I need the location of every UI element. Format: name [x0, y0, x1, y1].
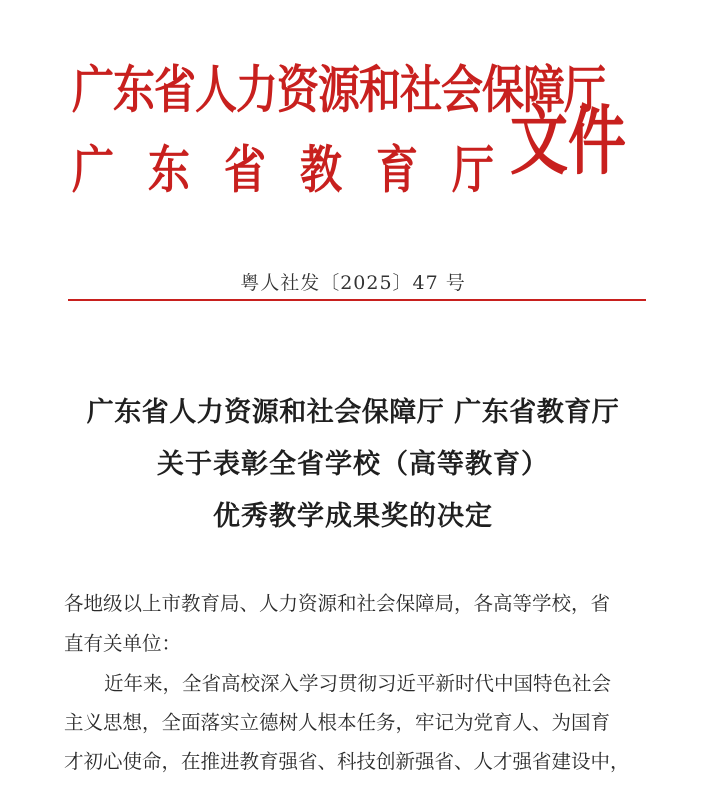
- issuing-agency-hrss: 广东省人力资源和社会保障厅: [72, 59, 606, 120]
- document-title-line-1: 广东省人力资源和社会保障厅 广东省教育厅: [86, 397, 620, 428]
- document-title-line-3: 优秀教学成果奖的决定: [213, 501, 493, 532]
- addressee-line-2: 直有关单位：: [64, 632, 182, 655]
- document-header: [0, 0, 706, 260]
- document-type-label: 文件: [510, 96, 627, 186]
- issuing-agency-education: 广东省教育厅: [72, 139, 529, 200]
- red-divider-line: [68, 299, 646, 301]
- body-paragraph-line-3: 才初心使命，在推进教育强省、科技创新强省、人才强省建设中，: [64, 750, 630, 773]
- body-paragraph-line-2: 主义思想，全面落实立德树人根本任务，牢记为党育人、为国育: [64, 711, 611, 734]
- body-paragraph-line-1: 近年来，全省高校深入学习贯彻习近平新时代中国特色社会: [104, 672, 612, 695]
- document-title-line-2: 关于表彰全省学校（高等教育）: [157, 449, 549, 480]
- addressee-line-1: 各地级以上市教育局、人力资源和社会保障局，各高等学校，省: [64, 592, 611, 615]
- document-number: 粤人社发〔2025〕47 号: [240, 272, 466, 294]
